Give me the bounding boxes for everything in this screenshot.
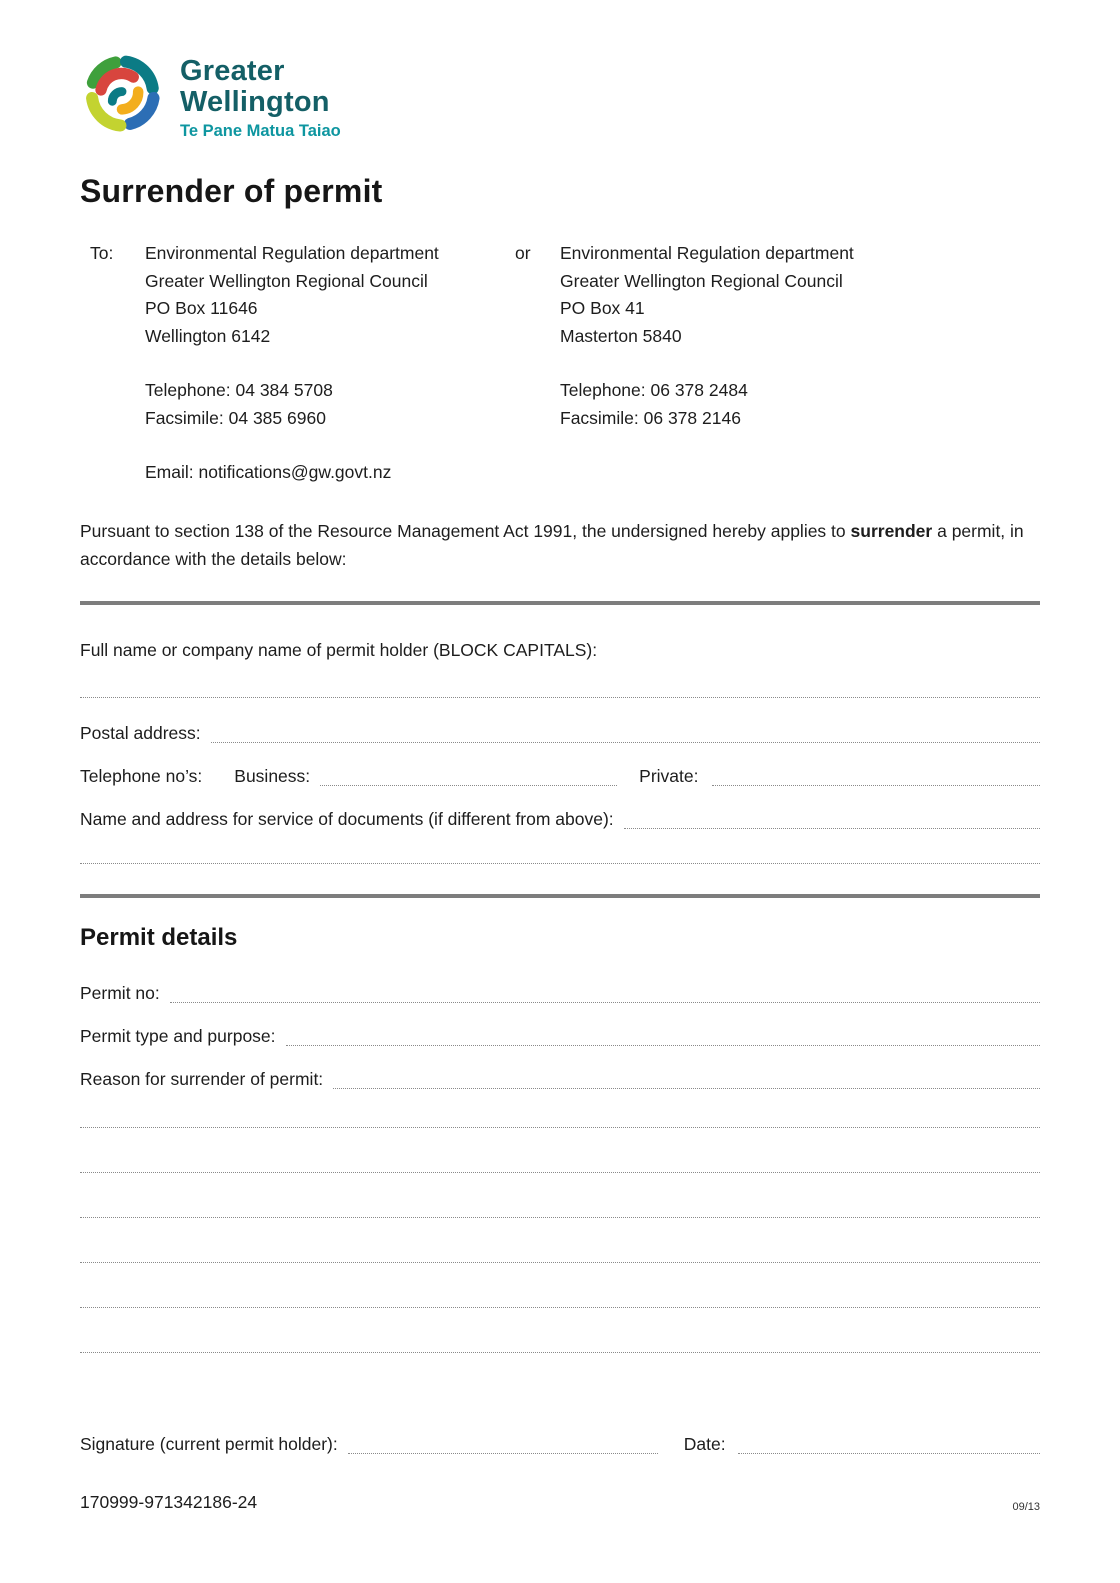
page-footer xyxy=(80,1492,1040,1513)
signature-row xyxy=(80,1431,1040,1458)
reason-answer-line xyxy=(333,1088,1040,1089)
version-date: 09/13 xyxy=(1012,1500,1040,1513)
section-divider-top xyxy=(80,601,1040,605)
office-right-facsimile: Facsimile: 06 378 2146 xyxy=(560,407,741,428)
signature-answer-line xyxy=(348,1453,658,1454)
postal-address-row xyxy=(80,720,1040,747)
office-left-contact xyxy=(145,377,515,432)
office-masterton xyxy=(560,240,930,432)
logo-name-line1: Greater xyxy=(180,55,285,87)
email-line: Email: notifications@gw.govt.nz xyxy=(145,462,392,482)
permit-type-label: Permit type and purpose: xyxy=(80,1025,276,1046)
intro-paragraph xyxy=(80,517,1040,573)
page-title: Surrender of permit xyxy=(80,173,383,209)
fullname-label: Full name or company name of permit holder (BLOCK CAPITALS): xyxy=(80,639,598,660)
to-label: To: xyxy=(90,243,114,263)
private-answer-line xyxy=(712,785,1040,786)
telephone-label: Telephone no’s: xyxy=(80,765,203,786)
logo-tagline: Te Pane Matua Taiao xyxy=(180,122,341,140)
intro-text-bold: surrender xyxy=(850,520,933,541)
office-left-telephone: Telephone: 04 384 5708 xyxy=(145,380,333,400)
service-address-answer-line xyxy=(624,828,1040,829)
service-address-label: Name and address for service of documents (if different from above): xyxy=(80,808,614,829)
permit-details-heading: Permit details xyxy=(80,923,238,951)
telephone-row xyxy=(80,763,1040,790)
document-reference-number: 170999-971342186-24 xyxy=(80,1491,258,1512)
date-label: Date: xyxy=(683,1433,726,1454)
fullname-answer-line xyxy=(80,697,1040,698)
office-wellington xyxy=(145,240,515,432)
permit-no-label: Permit no: xyxy=(80,982,160,1003)
business-label: Business: xyxy=(234,765,311,786)
blank-write-line xyxy=(80,1352,1040,1353)
office-left-line: Greater Wellington Regional Council xyxy=(145,270,428,291)
blank-write-line xyxy=(80,1307,1040,1308)
business-answer-line xyxy=(320,785,617,786)
intro-text-before: Pursuant to section 138 of the Resource Management Act 1991, the undersigned hereby applies to xyxy=(80,520,846,541)
recipient-block xyxy=(80,240,1040,432)
office-right-telephone: Telephone: 06 378 2484 xyxy=(560,380,748,400)
office-right-line: Environmental Regulation department xyxy=(560,243,854,263)
office-left-line: Environmental Regulation department xyxy=(145,243,439,263)
service-address-row xyxy=(80,806,1040,833)
office-right-contact xyxy=(560,377,930,432)
postal-address-answer-line xyxy=(211,742,1040,743)
logo xyxy=(80,52,1040,141)
gw-logo-icon xyxy=(80,52,164,136)
section-divider-middle xyxy=(80,894,1040,898)
date-answer-line xyxy=(738,1453,1040,1454)
permit-no-row xyxy=(80,980,1040,1007)
office-left-line: Wellington 6142 xyxy=(145,325,271,346)
postal-address-label: Postal address: xyxy=(80,722,201,743)
private-label: Private: xyxy=(639,765,699,786)
reason-row xyxy=(80,1066,1040,1093)
permit-type-row xyxy=(80,1023,1040,1050)
signature-label: Signature (current permit holder): xyxy=(80,1433,338,1454)
office-left-line: PO Box 11646 xyxy=(145,298,258,318)
blank-write-line xyxy=(80,1262,1040,1263)
office-left-facsimile: Facsimile: 04 385 6960 xyxy=(145,407,326,428)
intro-text-after: a permit, in accordance with the details below: xyxy=(80,520,1024,569)
blank-write-line xyxy=(80,1172,1040,1173)
service-address-answer-line-2 xyxy=(80,863,1040,864)
office-right-line: PO Box 41 xyxy=(560,298,645,318)
or-label: or xyxy=(515,243,531,263)
blank-write-line xyxy=(80,1127,1040,1128)
logo-wordmark xyxy=(180,52,341,141)
blank-write-line xyxy=(80,1217,1040,1218)
permit-no-answer-line xyxy=(170,1002,1040,1003)
office-right-line: Greater Wellington Regional Council xyxy=(560,270,843,291)
office-right-line: Masterton 5840 xyxy=(560,325,682,346)
logo-name-line2: Wellington xyxy=(180,86,330,118)
permit-type-answer-line xyxy=(286,1045,1040,1046)
reason-label: Reason for surrender of permit: xyxy=(80,1068,324,1089)
